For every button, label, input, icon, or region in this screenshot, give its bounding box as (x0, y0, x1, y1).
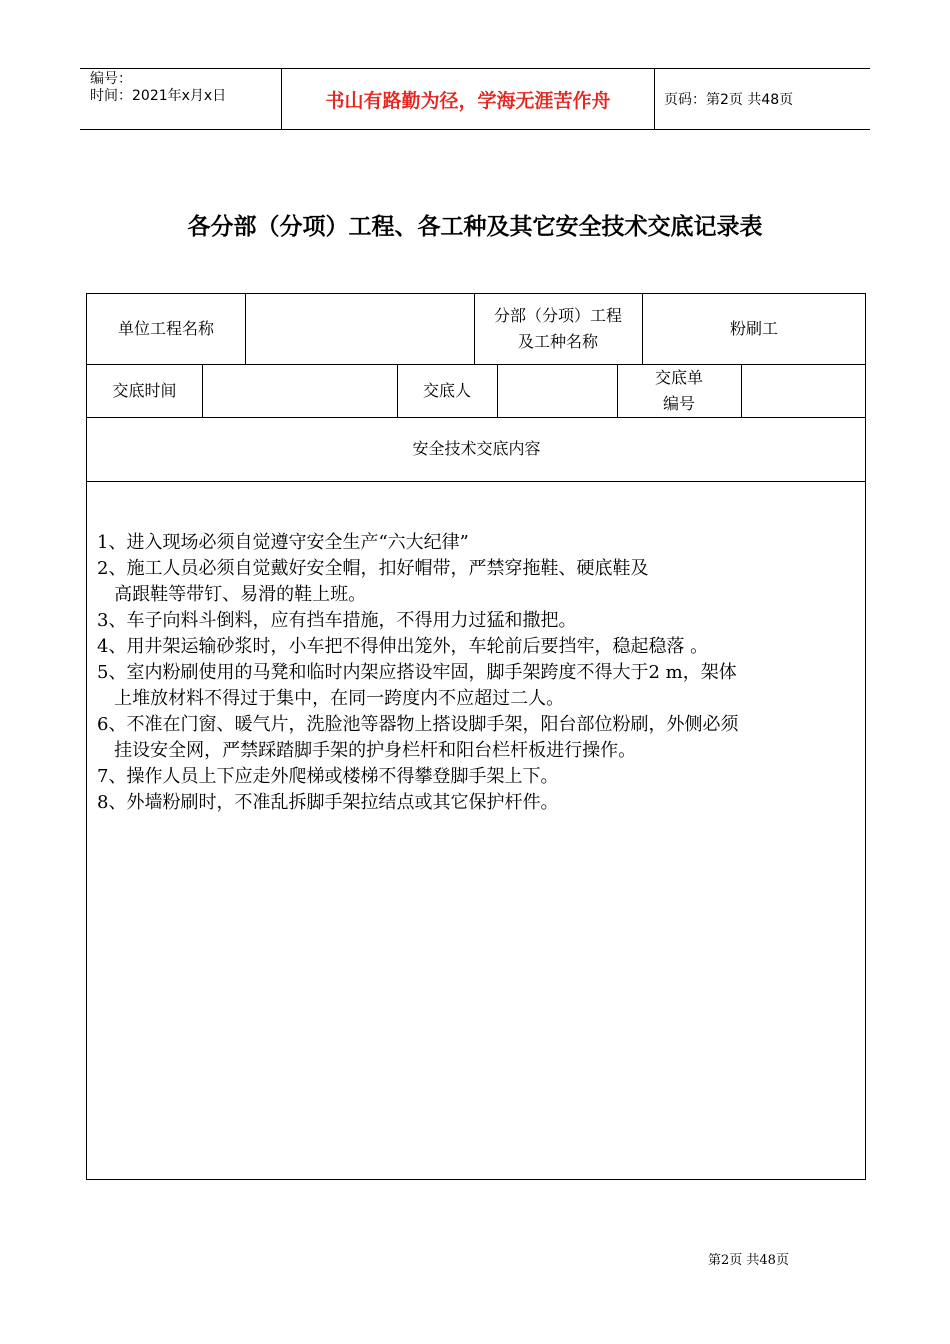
content-line: 上堆放材料不得过于集中，在同一跨度内不应超过二人。 (97, 688, 565, 709)
table-rule (87, 481, 865, 482)
content-line: 挂设安全网，严禁踩踏脚手架的护身栏杆和阳台栏杆板进行操作。 (97, 740, 637, 761)
subproject-value: 粉刷工 (729, 319, 778, 338)
person-label: 交底人 (422, 380, 471, 400)
content-line: 8、外墙粉刷时，不准乱拆脚手架拉结点或其它保护杆件。 (97, 792, 559, 813)
content-line: 2、施工人员必须自觉戴好安全帽，扣好帽带，严禁穿拖鞋、硬底鞋及 (97, 558, 649, 579)
content-line: 5、室内粉刷使用的马凳和临时内架应搭设牢固，脚手架跨度不得大于2 m，架体 (97, 662, 737, 683)
header-meta (90, 71, 226, 105)
subproject-label-line1: 分部（分项）工程 (493, 306, 622, 325)
sheet-no-value (741, 364, 866, 417)
safety-content (97, 530, 867, 816)
person-value (497, 364, 617, 417)
unit-name-value (245, 294, 474, 364)
time-value (202, 364, 397, 417)
header-date-label: 时间：2021年x月x日 (90, 88, 227, 104)
content-line: 7、操作人员上下应走外爬梯或楼梯不得攀登脚手架上下。 (97, 766, 559, 787)
content-line: 4、用井架运输砂浆时，小车把不得伸出笼外，车轮前后要挡牢，稳起稳落 。 (97, 636, 709, 657)
page-footer: 第2页 共48页 (708, 1253, 789, 1268)
content-header: 安全技术交底内容 (412, 439, 541, 458)
time-label: 交底时间 (112, 380, 177, 400)
content-line: 6、不准在门窗、暖气片，洗脸池等器物上搭设脚手架，阳台部位粉刷，外侧必须 (97, 714, 739, 735)
header-divider (654, 69, 655, 129)
unit-name-label: 单位工程名称 (117, 319, 214, 338)
sheet-no-label (617, 364, 741, 417)
subproject-label (474, 294, 642, 364)
content-line: 1、进入现场必须自觉遵守安全生产“六大纪律” (97, 532, 469, 553)
sheet-no-label-line1: 交底单 (654, 367, 703, 387)
sheet-no-label-line2: 编号 (662, 393, 695, 413)
header-page-info: 页码：第2页 共48页 (664, 92, 794, 108)
page-header (80, 68, 870, 130)
document-title: 各分部（分项）工程、各工种及其它安全技术交底记录表 (187, 213, 763, 240)
subproject-label-line2: 及工种名称 (517, 332, 598, 351)
header-motto: 书山有路勤为径，学海无涯苦作舟 (325, 89, 611, 112)
header-number-label: 编号： (90, 71, 132, 87)
content-line: 3、车子向料斗倒料，应有挡车措施，不得用力过猛和撒把。 (97, 610, 577, 631)
record-table (86, 293, 866, 1180)
content-line: 高跟鞋等带钉、易滑的鞋上班。 (97, 584, 367, 605)
